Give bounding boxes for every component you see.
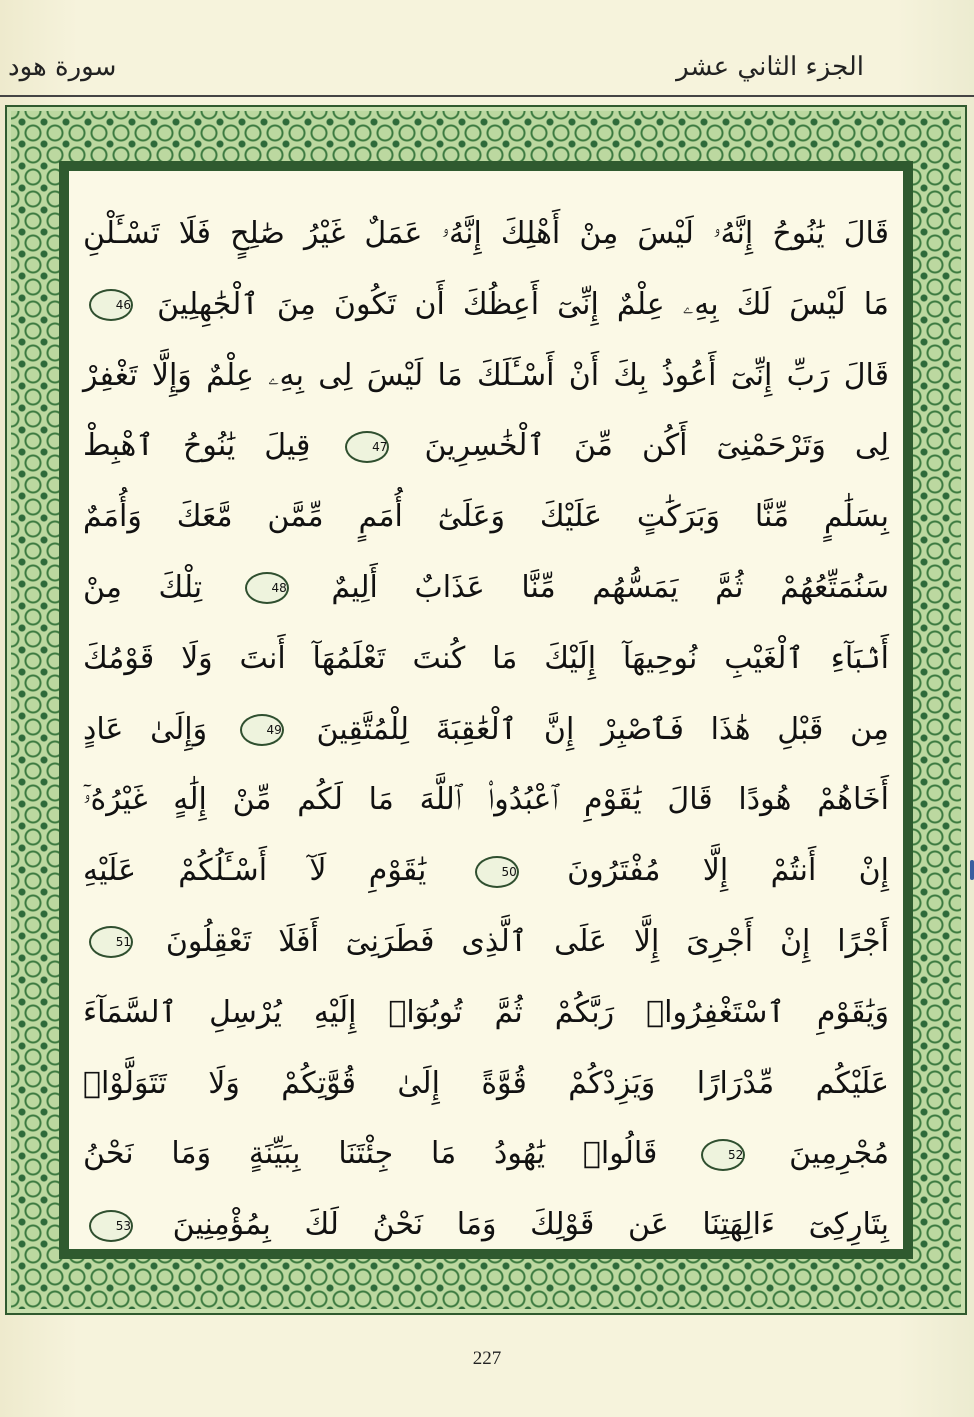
verse-text: مَا لَيْسَ لَكَ بِهِۦ عِلْمٌ إِنِّىٓ أَعِظُكَ أَن تَكُونَ مِنَ ٱلْجَٰهِلِينَ [157,286,889,322]
ornamental-frame [5,105,967,1315]
verse-line [69,907,903,978]
ayah-number-marker: 52 [701,1139,745,1171]
verse-text: وَيَٰقَوْمِ ٱسْتَغْفِرُوا۟ رَبَّكُمْ ثُمَّ تُوبُوٓا۟ إِلَيْهِ يُرْسِلِ ٱلسَّمَآءَ [83,994,889,1030]
ayah-number-marker: 47 [345,431,389,463]
verse-lines [69,199,903,1261]
verse-text: سَنُمَتِّعُهُمْ ثُمَّ يَمَسُّهُم مِّنَّا عَذَابٌ أَلِيمٌ [331,569,889,605]
verse-text: أَخَاهُمْ هُودًا قَالَ يَٰقَوْمِ ٱعْبُدُوا۟ ٱللَّهَ مَا لَكُم مِّنْ إِلَٰهٍ غَيْرُهُۥٓ [83,782,889,818]
verse-text: بِسَلَٰمٍ مِّنَّا وَبَرَكَٰتٍ عَلَيْكَ وَعَلَىٰٓ أُمَمٍ مِّمَّن مَّعَكَ وَأُمَمٌ [83,499,889,535]
verse-line [69,765,903,836]
ayah-number-marker: 51 [89,926,133,958]
verse-text: قَالَ يَٰنُوحُ إِنَّهُۥ لَيْسَ مِنْ أَهْلِكَ إِنَّهُۥ عَمَلٌ غَيْرُ صَٰلِحٍ فَلَا تَسْـَٔلْنِ [83,216,889,251]
ayah-number-marker: 50 [475,856,519,888]
verse-line [69,695,903,766]
verse-text: قَالَ رَبِّ إِنِّىٓ أَعُوذُ بِكَ أَنْ أَسْـَٔلَكَ مَا لَيْسَ لِى بِهِۦ عِلْمٌ وَإِلَّا تَغْفِرْ [83,357,889,393]
verse-line [69,411,903,482]
verse-text-continuation: قِيلَ يَٰنُوحُ ٱهْبِطْ [83,428,311,464]
verse-text-continuation: يَٰقَوْمِ لَآ أَسْـَٔلُكُمْ عَلَيْهِ [83,853,427,889]
verse-text: عَلَيْكُم مِّدْرَارًا وَيَزِدْكُمْ قُوَّةً إِلَىٰ قُوَّتِكُمْ وَلَا تَتَوَلَّوْا۟ [83,1065,889,1101]
verse-text-continuation: تِلْكَ مِنْ [83,569,203,605]
verse-line [69,553,903,624]
edge-mark [970,860,974,880]
verse-text: بِتَارِكِىٓ ءَالِهَتِنَا عَن قَوْلِكَ وَمَا نَحْنُ لَكَ بِمُؤْمِنِينَ [172,1207,889,1243]
verse-text: أَجْرًا إِنْ أَجْرِىَ إِلَّا عَلَى ٱلَّذِى فَطَرَنِىٓ أَفَلَا تَعْقِلُونَ [165,923,889,959]
verse-text-continuation: قَالُوا۟ يَٰهُودُ مَا جِئْتَنَا بِبَيِّنَةٍ وَمَا نَحْنُ [83,1136,658,1172]
page-number: 227 [472,1348,502,1369]
ayah-number-marker: 48 [245,572,289,604]
verse-text: إِنْ أَنتُمْ إِلَّا مُفْتَرُونَ [567,853,889,889]
verse-text: أَنۢبَآءِ ٱلْغَيْبِ نُوحِيهَآ إِلَيْكَ مَا كُنتَ تَعْلَمُهَآ أَنتَ وَلَا قَوْمُكَ [83,640,889,676]
verse-text-continuation: وَإِلَىٰ عَادٍ [83,711,208,747]
juz-title: الجزء الثاني عشر [676,52,864,82]
header-divider [0,95,974,97]
verse-line [69,482,903,553]
surah-title: سورة هود [8,52,117,82]
text-panel [69,171,903,1249]
verse-line [69,836,903,907]
verse-line [69,341,903,412]
verse-line [69,1190,903,1261]
ayah-number-marker: 53 [89,1210,133,1242]
verse-line [69,1119,903,1190]
ayah-number-marker: 46 [89,289,133,321]
verse-line [69,270,903,341]
ayah-number-marker: 49 [240,714,284,746]
verse-line [69,978,903,1049]
verse-line [69,1049,903,1120]
verse-text: مِن قَبْلِ هَٰذَا فَٱصْبِرْ إِنَّ ٱلْعَٰقِبَةَ لِلْمُتَّقِينَ [316,711,889,747]
verse-line [69,199,903,270]
verse-text: لِى وَتَرْحَمْنِىٓ أَكُن مِّنَ ٱلْخَٰسِرِينَ [424,428,889,464]
verse-line [69,624,903,695]
verse-text: مُجْرِمِينَ [789,1136,890,1172]
